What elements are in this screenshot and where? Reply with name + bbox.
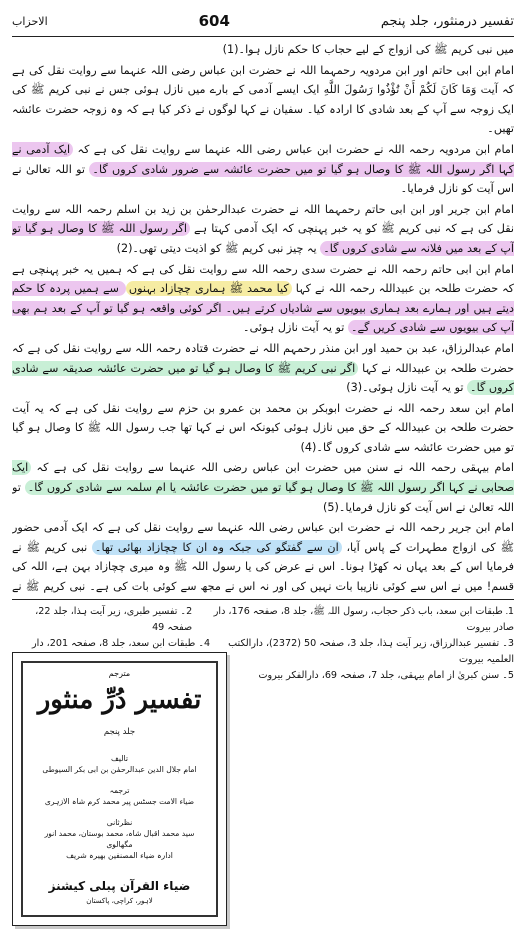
cover-author-name: امام جلال الدین عبدالرحمٰن بن ابی بکر السیوطی (42, 765, 197, 774)
paragraph (12, 518, 514, 595)
cover-translator-block (33, 785, 206, 807)
text-run: تو یہ آیت نازل ہوئی۔ (243, 321, 348, 335)
paragraph (12, 458, 514, 517)
page-number: 604 (198, 12, 230, 30)
highlighted-text: اگر نبی کریم ﷺ کا وصال ہو گیا تو میں حضرت عائشہ صدیقہ سے شادی کروں گا۔ (12, 361, 514, 395)
paragraph (12, 140, 514, 199)
text-run: امام بیہقی رحمہ اللہ نے سنن میں حضرت ابن عباس رضی اللہ عنہما سے روایت نقل کی ہے کہ (31, 461, 514, 475)
book-title: تفسیر درمنثور، جلد پنجم (380, 13, 514, 29)
text-run: یہ چیز نبی کریم ﷺ کو اذیت دیتی تھی۔(2) (116, 241, 321, 255)
footnote-entry: 2۔ تفسیر طبری، زیر آیت ہذا، جلد 22، صفحہ 49 (35, 606, 193, 633)
text-run: امام ابن جریر اور ابن ابی حاتم رحمہما اللہ نے حضرت عبدالرحمٰن بن زید بن اسلم رحمہ اللہ سے روایت نقل کی ہے کہ نبی کریم ﷺ کو یہ خبر پہنچی کہ ایک آدمی کہتا ہے (12, 202, 514, 236)
highlighted-text: ایک صحابی نے کہا اگر رسول اللہ ﷺ کا وصال ہو گیا تو میں حضرت عائشہ یا ام سلمہ سے شادی کروں گا۔ (12, 461, 514, 495)
text-run: امام ابن ابی حاتم اور ابن مردویہ رحمہما اللہ نے حضرت ابن عباس رضی اللہ عنہما سے روایت نقل کی ہے کہ آیت وَمَا كَانَ لَكُمْ أَنْ تُؤْذُوا رَسُولَ اللَّهِ ایک ایسے آدمی کے بارے میں نازل ہوئی جس نے نبی کریم ﷺ کی ایک زوجہ سے آپ کے بعد شادی کا ارادہ کیا۔ سفیان نے کہا لوگوں نے ذکر کیا ہے کہ وہ زوجہ حضرت عائشہ تھیں۔ (12, 63, 514, 136)
cover-volume: جلد پنجم (103, 727, 136, 737)
text-run: امام ابن جریر رحمہ اللہ نے حضرت ابن عباس رضی اللہ عنہما سے روایت نقل کی ہے کہ ایک آدمی حضور ﷺ کی ازواج مطہرات کے پاس آیا، (12, 521, 514, 554)
paragraph (12, 399, 514, 458)
highlighted-text: کیا محمد ﷺ ہماری چچازاد بہنوں (126, 281, 292, 296)
cover-reviewer-block (33, 817, 206, 861)
cover-author-label: تالیف (111, 754, 128, 763)
cover-editor-names: ادارہ ضیاء المصنفین بھیرہ شریف (66, 851, 173, 860)
footnote-divider (12, 599, 514, 600)
text-run: نبی کریم ﷺ نے فرمایا اس کے بعد یہاں نہ کھڑا ہونا۔ اس نے عرض کی یا رسول اللہ ﷺ وہ میری چچازاد بہن ہے، اللہ کی قسم! میں نے اس سے کوئی نازیبا بات نہیں کی اور نہ اس نے مجھ سے کوئی بات کی ہے۔ نبی کریم ﷺ نے (12, 540, 514, 594)
text-run: امام ابن ابی حاتم رحمہ اللہ نے حضرت سدی رحمہ اللہ سے روایت نقل کی ہے کہ ہمیں یہ خبر پہنچی ہے کہ حضرت طلحہ بن عبیداللہ رحمہ اللہ نے کہا (12, 262, 514, 296)
text-run: امام ابن سعد رحمہ اللہ نے حضرت ابوبکر بن محمد بن عمرو بن حزم سے روایت نقل کی ہے کہ یہ آیت حضرت طلحہ بن عبیداللہ کے حق میں نازل ہوئی کیونکہ اس نے کہا تھا جب رسول اللہ ﷺ کا وصال ہو گیا تو میں حضرت عائشہ سے شادی کروں گا۔(4) (12, 401, 514, 454)
paragraph (12, 200, 514, 259)
cover-publisher-city: لاہور، کراچی، پاکستان (86, 897, 153, 905)
highlighted-text: سے ہمیں پردہ کا حکم دیتے ہیں اور ہمارے بعد ہماری بیویوں سے شادیاں کرتے ہیں۔ اگر کوئی واقعہ ہو گیا تو آپ کے بعد ہم بھی آپ کی بیویوں سے شادی کریں گے۔ (12, 282, 514, 335)
text-run: امام ابن مردویہ رحمہ اللہ نے حضرت ابن عباس رضی اللہ عنہما سے روایت نقل کی ہے کہ (73, 142, 514, 156)
main-text (12, 40, 514, 595)
cover-translated-label: مترجم (108, 669, 131, 678)
paragraph (12, 40, 514, 60)
cover-author-block (33, 753, 206, 775)
book-cover-image (12, 652, 227, 926)
paragraph (12, 61, 514, 139)
cover-title: تفسیر دُرِّ منثور (37, 685, 202, 715)
cover-publisher (33, 879, 206, 909)
text-run: امام عبدالرزاق، عبد بن حمید اور ابن منذر رحمہم اللہ نے حضرت قتادہ رحمہ اللہ سے روایت نقل کی ہے کہ حضرت طلحہ بن عبیداللہ نے کہا (12, 341, 514, 375)
text-run: میں نبی کریم ﷺ کی ازواج کے لیے حجاب کا حکم نازل ہوا۔(1) (222, 43, 514, 56)
cover-reviewer-names: سید محمد اقبال شاہ، محمد بوستان، محمد انور مگھالوی (44, 829, 195, 849)
text-run: تو اللہ تعالیٰ نے اس آیت کو نازل فرمایا۔(5) (12, 481, 514, 514)
cover-reviewer-label: نظرثانی (106, 818, 133, 827)
text-run: تو اللہ تعالیٰ نے اس آیت کو نازل فرمایا۔ (12, 162, 514, 196)
paragraph (12, 260, 514, 338)
footnote-entry: 5۔ سنن کبریٰ از امام بیہقی، جلد 7، صفحہ 69، دارالفکر بیروت (258, 670, 514, 681)
cover-translator-label: ترجمہ (109, 786, 130, 795)
paragraph (12, 339, 514, 398)
highlighted-text: ان سے گفتگو کی جبکہ وہ ان کا چچازاد بھائی تھا۔ (92, 540, 342, 555)
cover-frame (21, 661, 218, 917)
page-header (12, 6, 514, 37)
footnote-entry: 1۔ طبقات ابن سعد، باب ذکر حجاب، رسول اللہ ﷺ، جلد 8، صفحہ 176، دار صادر بیروت (213, 606, 514, 633)
highlighted-text: اگر رسول اللہ ﷺ کا وصال ہو گیا تو آپ کے بعد میں فلانہ سے شادی کروں گا۔ (12, 222, 514, 255)
cover-publisher-name: ضیاء القرآن پبلی کیشنز (48, 879, 191, 893)
footnote-entry: 3۔ تفسیر عبدالرزاق، زیر آیت ہذا، جلد 3، صفحہ 50 (2372)، دارالکتب العلمیہ بیروت (228, 638, 514, 665)
highlighted-text: ایک آدمی نے کہا اگر رسول اللہ ﷺ کا وصال ہو گیا تو میں حضرت عائشہ سے ضرور شادی کروں گا۔ (12, 142, 514, 176)
footnote-entry: 4۔ طبقات ابن سعد، جلد 8، صفحہ 201، دار (32, 638, 211, 649)
surah-name: الاحزاب (12, 14, 48, 28)
footnote-row (12, 604, 514, 636)
cover-translator-names: ضیاء الامت جسٹس پیر محمد کرم شاہ الازہری (44, 797, 195, 806)
text-run: تو یہ آیت نازل ہوئی۔(3) (346, 381, 468, 395)
